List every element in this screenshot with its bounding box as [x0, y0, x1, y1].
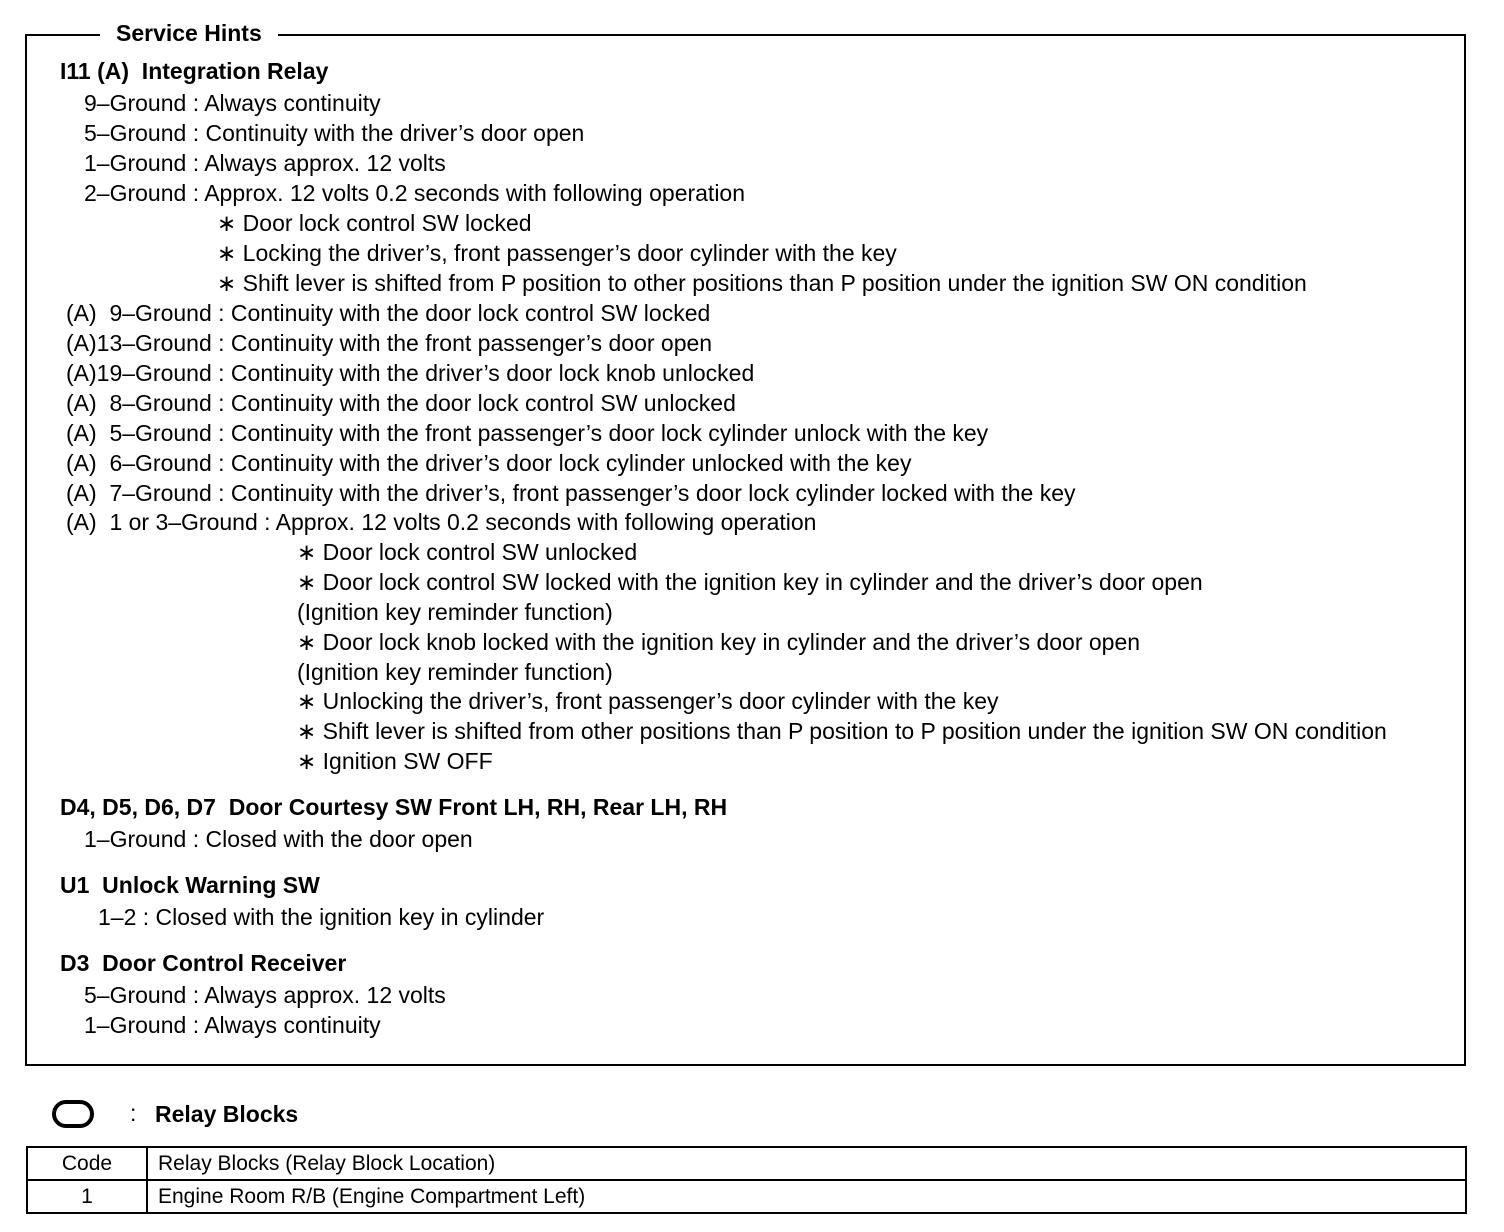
hint-line: 5–Ground : Continuity with the driver’s door open — [84, 120, 585, 146]
hint-line: (A)19–Ground : Continuity with the driver’s door lock knob unlocked — [66, 360, 755, 386]
section-heading-d3: D3 Door Control Receiver — [60, 950, 347, 976]
hint-line: 1–2 : Closed with the ignition key in cylinder — [98, 904, 545, 930]
hint-bullet: ∗ Locking the driver’s, front passenger’s door cylinder with the key — [217, 240, 897, 266]
hint-note: (Ignition key reminder function) — [297, 599, 613, 625]
legend-colon: : — [130, 1100, 137, 1126]
hint-line: (A) 7–Ground : Continuity with the driver’s, front passenger’s door lock cylinder locked with the key — [66, 480, 1076, 506]
hint-bullet: ∗ Shift lever is shifted from other positions than P position to P position under the ignition SW ON condition — [297, 718, 1387, 744]
table-row — [27, 1180, 1466, 1213]
hint-line: 9–Ground : Always continuity — [84, 90, 381, 116]
service-hints-title: Service Hints — [100, 18, 278, 48]
hint-line: 1–Ground : Always continuity — [84, 1012, 381, 1038]
hint-line: (A)13–Ground : Continuity with the front passenger’s door open — [66, 330, 713, 356]
hint-note: (Ignition key reminder function) — [297, 659, 613, 685]
section-heading-i11: I11 (A) Integration Relay — [60, 58, 329, 84]
section-heading-d4: D4, D5, D6, D7 Door Courtesy SW Front LH, RH, Rear LH, RH — [60, 794, 728, 820]
hint-line: 1–Ground : Closed with the door open — [84, 826, 473, 852]
relay-blocks-table — [26, 1146, 1467, 1214]
hint-line: (A) 9–Ground : Continuity with the door lock control SW locked — [66, 300, 711, 326]
hint-bullet: ∗ Door lock control SW locked — [217, 210, 532, 236]
table-header-code: Code — [27, 1147, 147, 1180]
table-cell-code: 1 — [27, 1180, 147, 1213]
hint-bullet: ∗ Ignition SW OFF — [297, 748, 493, 774]
hint-bullet: ∗ Door lock knob locked with the ignition key in cylinder and the driver’s door open — [297, 629, 1141, 655]
relay-blocks-label: Relay Blocks — [155, 1101, 299, 1127]
hint-bullet: ∗ Door lock control SW unlocked — [297, 539, 638, 565]
relay-block-icon — [52, 1100, 94, 1128]
hint-line: (A) 6–Ground : Continuity with the driver’s door lock cylinder unlocked with the key — [66, 450, 912, 476]
hint-bullet: ∗ Shift lever is shifted from P position to other positions than P position under the ignition SW ON condition — [217, 270, 1307, 296]
hint-line: 1–Ground : Always approx. 12 volts — [84, 150, 446, 176]
table-header-location: Relay Blocks (Relay Block Location) — [147, 1147, 1466, 1180]
table-header-row — [27, 1147, 1466, 1180]
hint-bullet: ∗ Door lock control SW locked with the ignition key in cylinder and the driver’s door open — [297, 569, 1203, 595]
hint-bullet: ∗ Unlocking the driver’s, front passenger’s door cylinder with the key — [297, 688, 999, 714]
hint-line: (A) 1 or 3–Ground : Approx. 12 volts 0.2 seconds with following operation — [66, 509, 817, 535]
hint-line: 5–Ground : Always approx. 12 volts — [84, 982, 446, 1008]
hint-line: (A) 5–Ground : Continuity with the front passenger’s door lock cylinder unlock with the key — [66, 420, 989, 446]
hint-line: 2–Ground : Approx. 12 volts 0.2 seconds with following operation — [84, 180, 746, 206]
section-heading-u1: U1 Unlock Warning SW — [60, 872, 320, 898]
table-cell-location: Engine Room R/B (Engine Compartment Left) — [147, 1180, 1466, 1213]
hint-line: (A) 8–Ground : Continuity with the door lock control SW unlocked — [66, 390, 736, 416]
